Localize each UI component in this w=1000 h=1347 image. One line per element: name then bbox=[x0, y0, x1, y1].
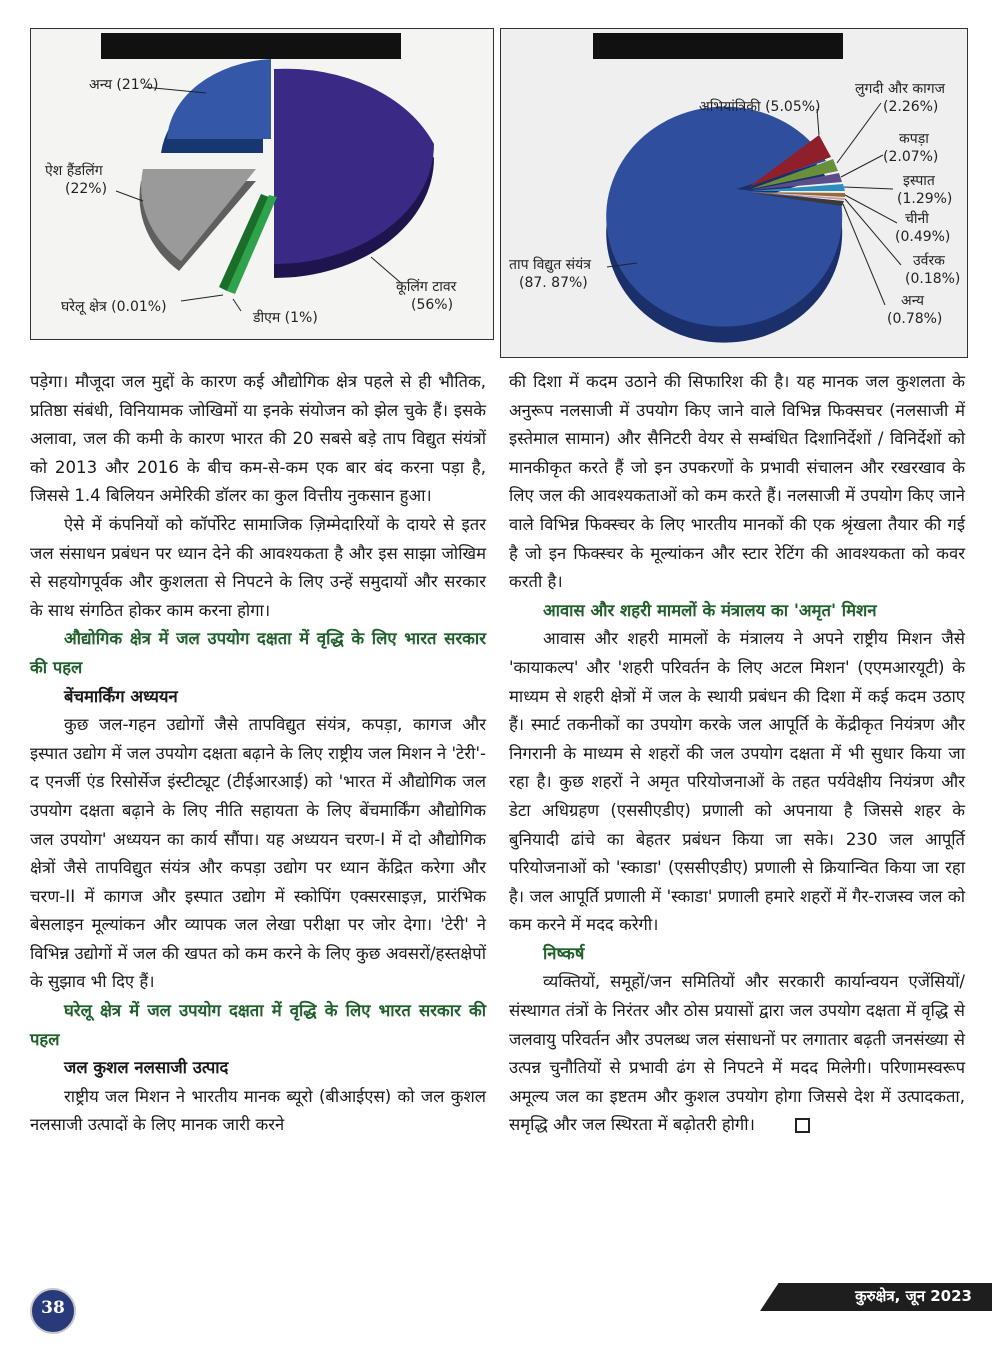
cooling-water-pie-chart bbox=[30, 28, 494, 340]
slice-other bbox=[167, 59, 271, 139]
label-domestic: घरेलू क्षेत्र (0.01%) bbox=[61, 299, 167, 315]
chart-title-bar bbox=[101, 33, 401, 59]
leader-line bbox=[233, 299, 241, 311]
label-other-1: अन्य bbox=[901, 293, 924, 309]
leader-line bbox=[181, 295, 223, 301]
industry-water-pie-chart bbox=[500, 28, 968, 358]
label-sugar-2: (0.49%) bbox=[895, 229, 951, 245]
right-text-column bbox=[509, 368, 965, 1140]
label-steel-2: (1.29%) bbox=[897, 191, 953, 207]
end-mark-icon bbox=[795, 1118, 810, 1133]
label-cooling-2: (56%) bbox=[411, 297, 454, 313]
paragraph: पड़ेगा। मौजूदा जल मुद्दों के कारण कई औद्योगिक क्षेत्र पहले से ही भौतिक, प्रतिष्ठा संबंधी, विनियामक जोखिमों या इनके संयोजन को झेल चुके हैं। इसके अलावा, जल की कमी के कारण भारत की 20 सबसे बड़े ताप विद्युत संयंत्रों को 2013 और 2016 के बीच कम-से-कम एक बार बंद करना पड़ा है, जिससे 1.4 बिलियन अमेरिकी डॉलर का कुल वित्तीय नुकसान हुआ। bbox=[30, 372, 486, 506]
paragraph-text: व्यक्तियों, समूहों/जन समितियों और सरकारी कार्यान्वयन एजेंसियों/संस्थागत तंत्रों के निरंतर और ठोस प्रयासों द्वारा जल उपयोग दक्षता में वृद्धि से जलवायु परिवर्तन और उपलब्ध जल संसाधनों पर लगातार बढ़ती जनसंख्या से उत्पन्न चुनौतियों से प्रभावी ढंग से निपटने में मदद मिलेगी। परिणामस्वरूप अमूल्य जल का इष्टतम और कुशल उपयोग होगा जिससे देश में उत्पादकता, समृद्धि और जल स्थिरता में बढ़ोतरी होगी। bbox=[509, 972, 965, 1135]
leader-line bbox=[841, 155, 883, 177]
leader-line bbox=[843, 204, 885, 305]
label-other-2: (0.78%) bbox=[887, 311, 943, 327]
label-sugar-1: चीनी bbox=[905, 211, 929, 227]
paragraph: राष्ट्रीय जल मिशन ने भारतीय मानक ब्यूरो (बीआईएस) को जल कुशल नलसाजी उत्पादों के लिए मानक जारी करने bbox=[30, 1086, 486, 1135]
page-number: 38 bbox=[41, 1298, 65, 1318]
label-textile-2: (2.07%) bbox=[883, 149, 939, 165]
slice-dm-face bbox=[227, 195, 277, 294]
paragraph: कुछ जल-गहन उद्योगों जैसे तापविद्युत संयंत्र, कपड़ा, कागज और इस्पात उद्योग में जल उपयोग दक्षता बढ़ाने के लिए राष्ट्रीय जल मिशन ने 'टेरी'- द एनर्जी एंड रिसोर्सेज इंस्टीट्यूट (टीईआरआई) को 'भारत में औद्योगिक जल उपयोग दक्षता बढ़ाने के लिए नीति सहायता के लिए बेंचमार्किंग औद्योगिक जल उपयोग' अध्ययन का कार्य सौंपा। यह अध्ययन चरण-I में दो औद्योगिक क्षेत्रों जैसे तापविद्युत संयंत्र और कपड़ा उद्योग पर ध्यान केंद्रित करेगा और चरण-II में कागज और इस्पात उद्योग में स्कोपिंग एक्सरसाइज़, प्रारंभिक बेसलाइन मूल्यांकन और व्यापक जल लेखा परीक्षा पर जोर देगा। 'टेरी' ने विभिन्न उद्योगों में जल की खपत को कम करने के लिए कुछ अवसरों/हस्तक्षेपों के सुझाव भी दिए हैं। bbox=[30, 715, 486, 992]
publication-name: कुरुक्षेत्र, जून 2023 bbox=[855, 1287, 972, 1305]
label-thermal-1: ताप विद्युत संयंत्र bbox=[509, 257, 591, 273]
label-textile-1: कपड़ा bbox=[899, 131, 929, 147]
label-other: अन्य (21%) bbox=[89, 77, 159, 93]
paragraph: की दिशा में कदम उठाने की सिफारिश की है। यह मानक जल कुशलता के अनुरूप नलसाजी में उपयोग किए जाने वाले विभिन्न फिक्सचर (नलसाजी में इस्तेमाल सामान) और सैनिटरी वेयर से सम्बंधित दिशानिर्देशों / विनिर्देशों को मानकीकृत करते हैं जो इन उपकरणों के प्रभावी संचालन और रखरखाव के लिए जल की आवश्यकताओं को कम करते हैं। नलसाजी में उपयोग किए जाने वाले विभिन्न फिक्स्चर के लिए भारतीय मानकों की एक श्रृंखला तैयार की गई है जो इन फिक्स्चर के मूल्यांकन और स्टार रेटिंग की आवश्यकता को कवर करती है। bbox=[509, 372, 965, 592]
label-steel-1: इस्पात bbox=[903, 173, 935, 189]
right-pie-svg bbox=[501, 29, 967, 357]
leader-line bbox=[837, 103, 881, 163]
left-pie-svg bbox=[31, 29, 493, 339]
paragraph: आवास और शहरी मामलों के मंत्रालय ने अपने राष्ट्रीय मिशन जैसे 'कायाकल्प' और 'शहरी परिवर्तन के लिए अटल मिशन' (एएमआरयूटी) के माध्यम से शहरी क्षेत्रों में जल के स्थायी प्रबंधन की दिशा में कई कदम उठाए हैं। स्मार्ट तकनीकों का उपयोग करके जल आपूर्ति के केंद्रीकृत नियंत्रण और निगरानी के माध्यम से शहरों की जल उपयोग दक्षता में भी सुधार किया जा रहा है। कुछ शहरों ने अमृत परियोजनाओं के तहत पर्यवेक्षीय नियंत्रण और डेटा अधिग्रहण (एससीएडीए) प्रणाली को अपनाया है जिससे शहर के बुनियादी ढांचे का बेहतर प्रबंधन किया जा सके। 230 जल आपूर्ति परियोजनाओं को 'स्काडा' (एससीएडीए) प्रणाली से क्रियान्वित किया जा रहा है। जल आपूर्ति प्रणाली में 'स्काडा' प्रणाली हमारे शहरों में गैर-राजस्व जल को कम करने में मदद करेगी। bbox=[509, 629, 965, 935]
sub-heading: बेंचमार्किंग अध्ययन bbox=[64, 686, 178, 706]
section-heading: आवास और शहरी मामलों के मंत्रालय का 'अमृत' मिशन bbox=[543, 600, 877, 620]
leader-line bbox=[845, 199, 901, 265]
section-heading: औद्योगिक क्षेत्र में जल उपयोग दक्षता में वृद्धि के लिए भारत सरकार की पहल bbox=[30, 629, 486, 677]
label-thermal-2: (87. 87%) bbox=[519, 275, 588, 291]
sub-heading: जल कुशल नलसाजी उत्पाद bbox=[64, 1058, 229, 1078]
slice-thermal-power bbox=[606, 107, 842, 327]
label-engineering: अभियांत्रिकी (5.05%) bbox=[699, 99, 821, 115]
label-fertilizer-2: (0.18%) bbox=[905, 271, 961, 287]
section-heading: निष्कर्ष bbox=[543, 943, 585, 963]
label-fertilizer-1: उर्वरक bbox=[913, 253, 945, 269]
label-dm: डीएम (1%) bbox=[253, 310, 318, 326]
label-pulp-2: (2.26%) bbox=[883, 99, 939, 115]
label-ash-1: ऐश हैंडलिंग bbox=[45, 163, 103, 179]
left-text-column bbox=[30, 368, 486, 1140]
section-heading: घरेलू क्षेत्र में जल उपयोग दक्षता में वृद्धि के लिए भारत सरकार की पहल bbox=[30, 1001, 486, 1049]
label-cooling-1: कूलिंग टावर bbox=[396, 279, 457, 295]
chart-title-bar bbox=[593, 33, 843, 59]
label-ash-2: (22%) bbox=[65, 181, 108, 197]
paragraph: ऐसे में कंपनियों को कॉर्पोरेट सामाजिक ज़िम्मेदारियों के दायरे से इतर जल संसाधन प्रबंधन पर ध्यान देने की आवश्यकता है और इस साझा जोखिम से सहयोगपूर्वक और कुशलता से निपटने के लिए उन्हें समुदायों और सरकार के साथ संगठित होकर काम करना होगा। bbox=[30, 514, 486, 620]
leader-line bbox=[116, 191, 143, 201]
leader-line bbox=[845, 195, 897, 223]
slice-cooling-tower bbox=[274, 69, 434, 264]
paragraph bbox=[509, 968, 965, 1140]
label-pulp-1: लुगदी और कागज bbox=[855, 81, 946, 97]
leader-line bbox=[844, 187, 893, 189]
